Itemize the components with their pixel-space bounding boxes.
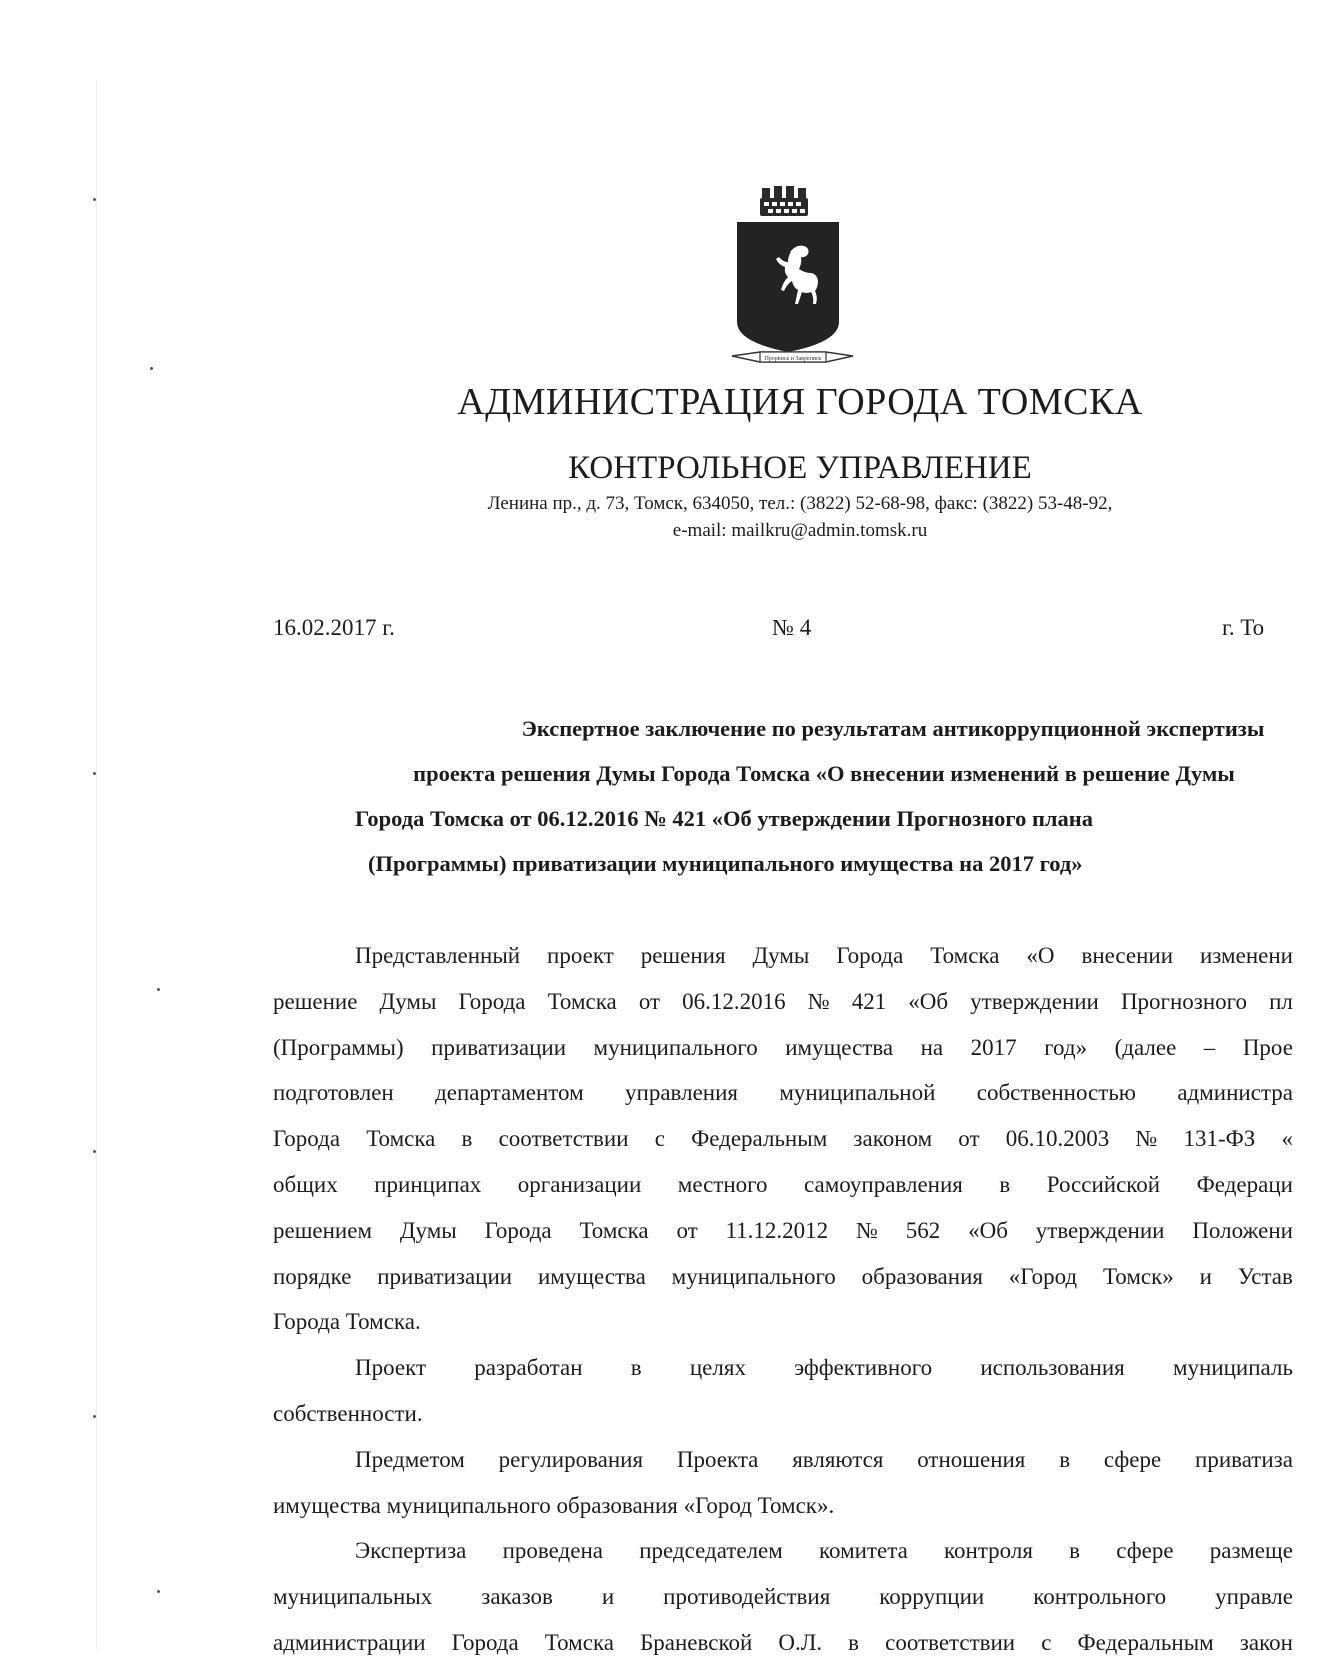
body-word: Города — [273, 1126, 341, 1152]
body-word: приватиза — [1195, 1446, 1293, 1472]
emblem-motto: Прорвись и Закрепись — [764, 356, 822, 362]
body-word: № — [856, 1217, 878, 1243]
body-word: Думы — [379, 988, 437, 1014]
body-word: Томск» — [1102, 1263, 1174, 1289]
body-word: Федеральным — [691, 1126, 828, 1152]
body-word: на — [920, 1034, 944, 1060]
scan-speck — [93, 1415, 96, 1418]
body-word: изменени — [1199, 943, 1293, 968]
tomsk-coat-of-arms-icon — [730, 184, 855, 374]
body-line — [273, 1574, 1293, 1620]
body-line — [273, 1437, 1293, 1483]
body-word: 421 — [851, 988, 887, 1014]
body-word: Экспертиза — [355, 1538, 467, 1564]
body-word: разработан — [474, 1355, 583, 1381]
body-line — [273, 979, 1293, 1025]
scan-speck — [157, 1590, 160, 1593]
body-word: Думы — [399, 1217, 457, 1243]
body-word: в — [848, 1629, 860, 1655]
body-word: Предметом — [355, 1446, 465, 1472]
body-word: подготовлен — [273, 1080, 394, 1106]
body-line — [273, 933, 1293, 979]
body-word: приватизации — [431, 1034, 567, 1060]
body-word: 562 — [905, 1217, 941, 1243]
body-word: от — [958, 1126, 980, 1152]
body-word: соответствии — [885, 1629, 1016, 1655]
body-word: «О — [1026, 943, 1055, 968]
body-word: Города — [484, 1217, 552, 1243]
body-word: размеще — [1209, 1538, 1293, 1564]
body-line — [273, 1254, 1293, 1300]
body-word: собственностью — [976, 1080, 1136, 1106]
body-word: 06.10.2003 — [1005, 1126, 1110, 1152]
contact-address — [300, 490, 1300, 544]
body-word: образования — [861, 1263, 983, 1289]
body-word: и — [601, 1584, 615, 1610]
body-line — [273, 1345, 1293, 1391]
body-word: самоуправления — [804, 1171, 963, 1197]
body-word: решением — [273, 1217, 373, 1243]
body-word: утверждении — [1035, 1217, 1165, 1243]
body-word: принципах — [374, 1171, 482, 1197]
body-word: муниципального — [671, 1263, 836, 1289]
body-word: в — [1069, 1538, 1080, 1564]
body-word: «Город — [1008, 1263, 1078, 1289]
body-word: и — [1199, 1263, 1212, 1289]
body-word: в — [1059, 1446, 1071, 1472]
scan-speck — [93, 198, 96, 201]
body-word: являются — [792, 1446, 884, 1472]
body-word: Проект — [355, 1355, 427, 1381]
body-word: отношения — [917, 1446, 1026, 1472]
organization-title: АДМИНИСТРАЦИЯ ГОРОДА ТОМСКА — [457, 381, 1143, 423]
department-title: КОНТРОЛЬНОЕ УПРАВЛЕНИЕ — [568, 450, 1032, 486]
document-city: г. То — [1222, 615, 1265, 640]
body-word: с — [1041, 1629, 1052, 1655]
body-word: Представленный — [355, 943, 521, 968]
body-word: местного — [677, 1171, 768, 1197]
body-word: внесении — [1081, 943, 1174, 968]
title-line: проекта решения Думы Города Томска «О внесении изменений в решение Думы — [413, 761, 1235, 786]
body-line — [273, 1070, 1293, 1116]
body-word: № — [807, 988, 830, 1014]
body-word: «Об — [908, 988, 949, 1014]
title-line: (Программы) приватизации муниципального имущества на 2017 год» — [368, 851, 1083, 876]
body-word: эффективного — [794, 1355, 933, 1381]
body-line — [273, 1116, 1293, 1162]
body-word: от — [676, 1217, 698, 1243]
body-word: организации — [517, 1171, 642, 1197]
body-word: утверждении — [970, 988, 1099, 1014]
body-line — [273, 1620, 1293, 1666]
body-line — [273, 1208, 1293, 1254]
body-word: комитета — [819, 1538, 908, 1564]
body-word: администра — [1177, 1080, 1293, 1106]
body-word: Проекта — [676, 1446, 759, 1472]
body-word: в — [999, 1171, 1011, 1197]
body-word: регулирования — [498, 1446, 644, 1472]
body-word: муниципальной — [779, 1080, 936, 1106]
body-word: 2017 — [970, 1034, 1017, 1060]
body-word: коррупции — [879, 1584, 985, 1610]
body-word: Федеральным — [1077, 1629, 1214, 1655]
body-word: 131-ФЗ — [1183, 1126, 1256, 1152]
body-word: контрольного — [1033, 1584, 1167, 1610]
body-word: общих — [273, 1171, 338, 1197]
body-word: Томска — [547, 988, 617, 1014]
body-word: Томска — [930, 943, 1000, 968]
body-line: имущества муниципального образования «Город Томск». — [273, 1492, 835, 1518]
body-word: О.Л. — [778, 1629, 823, 1655]
document-number: № 4 — [772, 615, 812, 640]
body-line — [273, 1025, 1293, 1071]
body-word: № — [1135, 1126, 1158, 1152]
body-word: использования — [980, 1355, 1125, 1381]
body-word: решения — [640, 943, 726, 968]
title-line: Города Томска от 06.12.2016 № 421 «Об утверждении Прогнозного плана — [355, 806, 1094, 831]
body-word: соответствии — [498, 1126, 629, 1152]
body-word: в — [461, 1126, 473, 1152]
body-word: Браневской — [640, 1629, 753, 1655]
scan-speck — [150, 367, 153, 370]
body-word: муниципального — [593, 1034, 758, 1060]
body-word: Федераци — [1196, 1171, 1293, 1197]
body-word: проведена — [502, 1538, 603, 1564]
body-word: законом — [853, 1126, 933, 1152]
body-word: « — [1281, 1126, 1293, 1152]
body-word: Города — [451, 1629, 519, 1655]
scan-speck — [157, 988, 160, 991]
body-word: Устав — [1237, 1263, 1293, 1289]
body-word: председателем — [639, 1538, 783, 1564]
body-word: в — [630, 1355, 642, 1381]
body-word: Города — [458, 988, 526, 1014]
body-word: сфере — [1103, 1446, 1162, 1472]
body-line — [273, 1528, 1293, 1574]
scan-speck — [93, 772, 96, 775]
body-word: Томска — [544, 1629, 614, 1655]
body-word: порядке — [273, 1263, 352, 1289]
body-word: имущества — [785, 1034, 894, 1060]
body-word: целях — [689, 1355, 746, 1381]
body-word: противодействия — [663, 1584, 831, 1610]
body-word: муниципальных — [273, 1584, 433, 1610]
body-word: Положени — [1192, 1217, 1293, 1243]
body-word: имущества — [537, 1263, 646, 1289]
body-line: собственности. — [273, 1400, 423, 1426]
body-word: решение — [273, 988, 358, 1014]
body-word: 06.12.2016 — [682, 988, 786, 1014]
scan-speck — [93, 1150, 96, 1153]
body-word: Города — [836, 943, 904, 968]
body-word: муниципаль — [1172, 1355, 1293, 1381]
body-word: Прогнозного — [1120, 988, 1248, 1014]
body-word: 11.12.2012 — [725, 1217, 829, 1243]
body-word: год» — [1044, 1034, 1088, 1060]
title-line: Экспертное заключение по результатам антикоррупционной экспертизы — [521, 716, 1265, 741]
body-word: Думы — [752, 943, 810, 968]
document-title — [268, 706, 1340, 886]
email-line: e-mail: mailkru@admin.tomsk.ru — [672, 520, 928, 541]
body-word: (Программы) — [273, 1034, 404, 1060]
address-line: Ленина пр., д. 73, Томск, 634050, тел.: (3822) 52-68-98, факс: (3822) 53-48-92, — [487, 493, 1113, 514]
body-word: Российской — [1046, 1171, 1161, 1197]
body-word: департаментом — [435, 1080, 584, 1106]
body-word: Томска — [579, 1217, 649, 1243]
body-word: (далее — [1114, 1034, 1177, 1060]
document-date: 16.02.2017 г. — [273, 615, 395, 640]
body-word: пл — [1269, 988, 1293, 1014]
body-word: заказов — [481, 1584, 553, 1610]
body-word: приватизации — [377, 1263, 513, 1289]
body-word: с — [654, 1126, 665, 1152]
body-word: администрации — [273, 1629, 426, 1655]
body-word: контроля — [944, 1538, 1033, 1564]
document-body — [273, 933, 1293, 1666]
body-word: управле — [1215, 1584, 1293, 1610]
body-line: Города Томска. — [273, 1309, 421, 1335]
body-word: сфере — [1116, 1538, 1174, 1564]
scan-margin-shadow — [96, 80, 97, 1650]
body-word: «Об — [968, 1217, 1008, 1243]
body-word: от — [638, 988, 661, 1014]
body-word: управления — [625, 1080, 738, 1106]
body-word: закон — [1239, 1629, 1293, 1655]
body-word: проект — [547, 943, 614, 968]
body-word: Томска — [366, 1126, 436, 1152]
body-word: Прое — [1242, 1034, 1293, 1060]
body-line — [273, 1162, 1293, 1208]
body-word: – — [1203, 1034, 1216, 1060]
